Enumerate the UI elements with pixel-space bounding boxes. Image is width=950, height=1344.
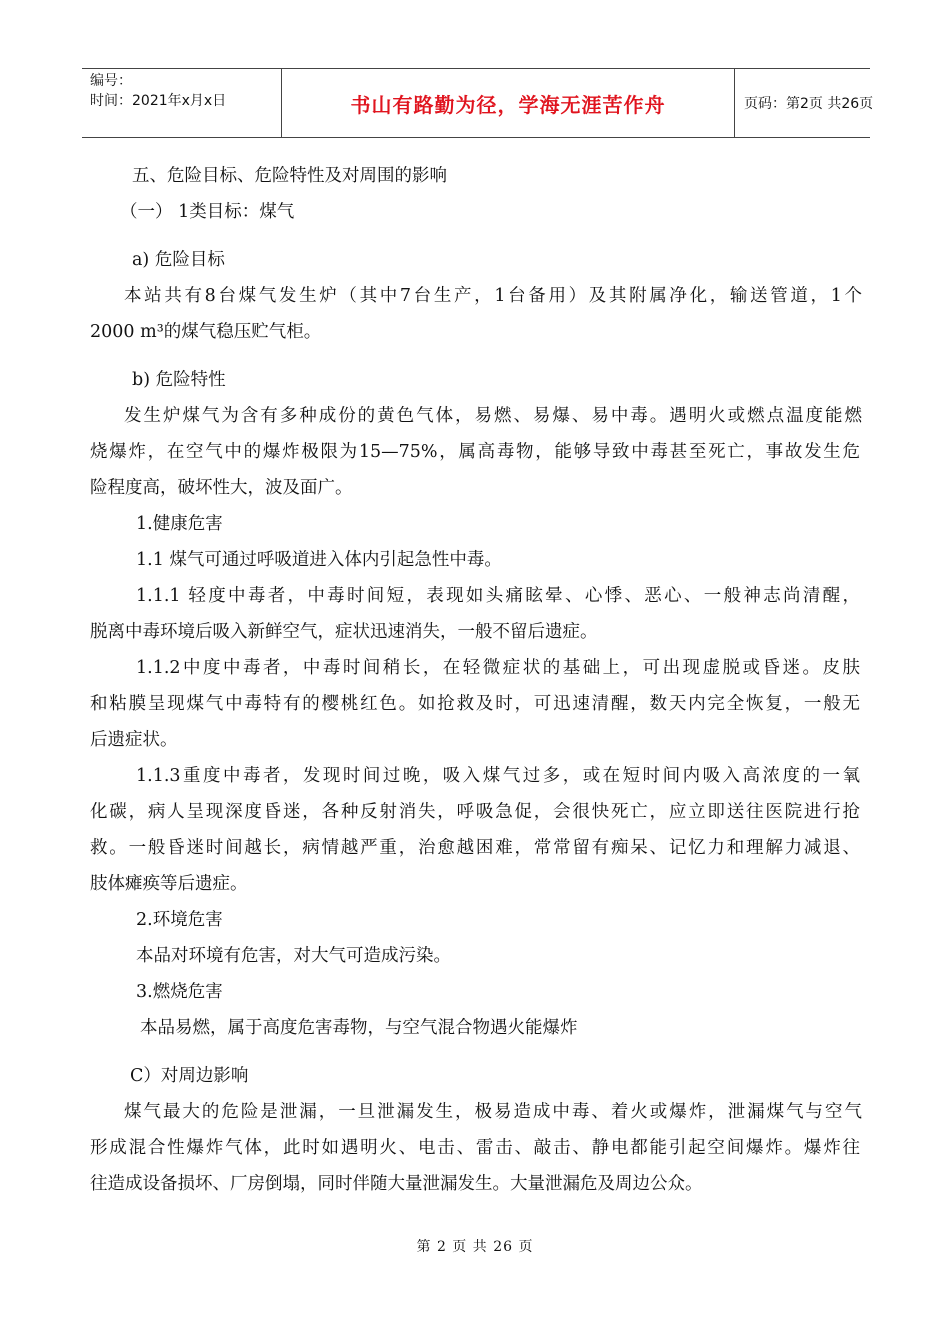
paragraph-line: 形成混合性爆炸气体，此时如遇明火、电击、雷击、敲击、静电都能引起空间爆炸。爆炸往 bbox=[90, 1138, 860, 1158]
section-title: 五、危险目标、危险特性及对周围的影响 bbox=[132, 166, 447, 186]
environment-heading: 2.环境危害 bbox=[136, 910, 223, 930]
a-heading: a) 危险目标 bbox=[132, 250, 225, 270]
paragraph-line: 救。一般昏迷时间越长，病情越严重，治愈越困难，常常留有痴呆、记忆力和理解力减退、 bbox=[90, 838, 860, 858]
paragraph-line: 1.1.2中度中毒者，中毒时间稍长，在轻微症状的基础上，可出现虚脱或昏迷。皮肤 bbox=[136, 658, 860, 678]
page-header bbox=[82, 68, 874, 138]
paragraph-line: 1.1 煤气可通过呼吸道进入体内引起急性中毒。 bbox=[136, 550, 502, 570]
subsection-heading: （一） 1类目标：煤气 bbox=[120, 202, 295, 222]
fire-heading: 3.燃烧危害 bbox=[136, 982, 223, 1002]
paragraph-line: 险程度高，破坏性大，波及面广。 bbox=[90, 478, 353, 498]
paragraph-line: 烧爆炸，在空气中的爆炸极限为15—75%，属高毒物，能够导致中毒甚至死亡，事故发生危 bbox=[90, 442, 860, 462]
paragraph-line: 发生炉煤气为含有多种成份的黄色气体，易燃、易爆、易中毒。遇明火或燃点温度能燃 bbox=[124, 406, 862, 426]
paragraph-line: 本品易燃，属于高度危害毒物，与空气混合物遇火能爆炸 bbox=[140, 1018, 578, 1038]
paragraph-line: 肢体瘫痪等后遗症。 bbox=[90, 874, 248, 894]
paragraph-line: 后遗症状。 bbox=[90, 730, 178, 750]
paragraph-line: 2000 m³的煤气稳压贮气柜。 bbox=[90, 322, 322, 342]
paragraph-line: 1.1.3重度中毒者，发现时间过晚，吸入煤气过多，或在短时间内吸入高浓度的一氧 bbox=[136, 766, 860, 786]
document-number-label: 编号： bbox=[90, 73, 132, 89]
paragraph-line: 化碳，病人呈现深度昏迷，各种反射消失，呼吸急促，会很快死亡，应立即送往医院进行抢 bbox=[90, 802, 860, 822]
paragraph-line: 1.1.1 轻度中毒者，中毒时间短，表现如头痛眩晕、心悸、恶心、一般神志尚清醒， bbox=[136, 586, 860, 606]
document-date-label: 时间：2021年x月x日 bbox=[90, 93, 227, 109]
paragraph-line: 煤气最大的危险是泄漏，一旦泄漏发生，极易造成中毒、着火或爆炸，泄漏煤气与空气 bbox=[124, 1102, 862, 1122]
paragraph-line: 本站共有8台煤气发生炉（其中7台生产，1台备用）及其附属净化，输送管道，1个 bbox=[124, 286, 862, 306]
header-page-info: 页码：第2页 共26页 bbox=[744, 96, 874, 112]
paragraph-line: 往造成设备损坏、厂房倒塌，同时伴随大量泄漏发生。大量泄漏危及周边公众。 bbox=[90, 1174, 703, 1194]
b-heading: b) 危险特性 bbox=[132, 370, 226, 390]
paragraph-line: 本品对环境有危害，对大气可造成污染。 bbox=[136, 946, 451, 966]
c-heading: C）对周边影响 bbox=[130, 1066, 249, 1086]
health-heading: 1.健康危害 bbox=[136, 514, 223, 534]
header-motto: 书山有路勤为径，学海无涯苦作舟 bbox=[282, 69, 735, 137]
page-footer: 第 2 页 共 26 页 bbox=[416, 1239, 534, 1255]
paragraph-line: 脱离中毒环境后吸入新鲜空气，症状迅速消失，一般不留后遗症。 bbox=[90, 622, 598, 642]
header-meta bbox=[82, 69, 282, 137]
paragraph-line: 和粘膜呈现煤气中毒特有的樱桃红色。如抢救及时，可迅速清醒，数天内完全恢复，一般无 bbox=[90, 694, 860, 714]
